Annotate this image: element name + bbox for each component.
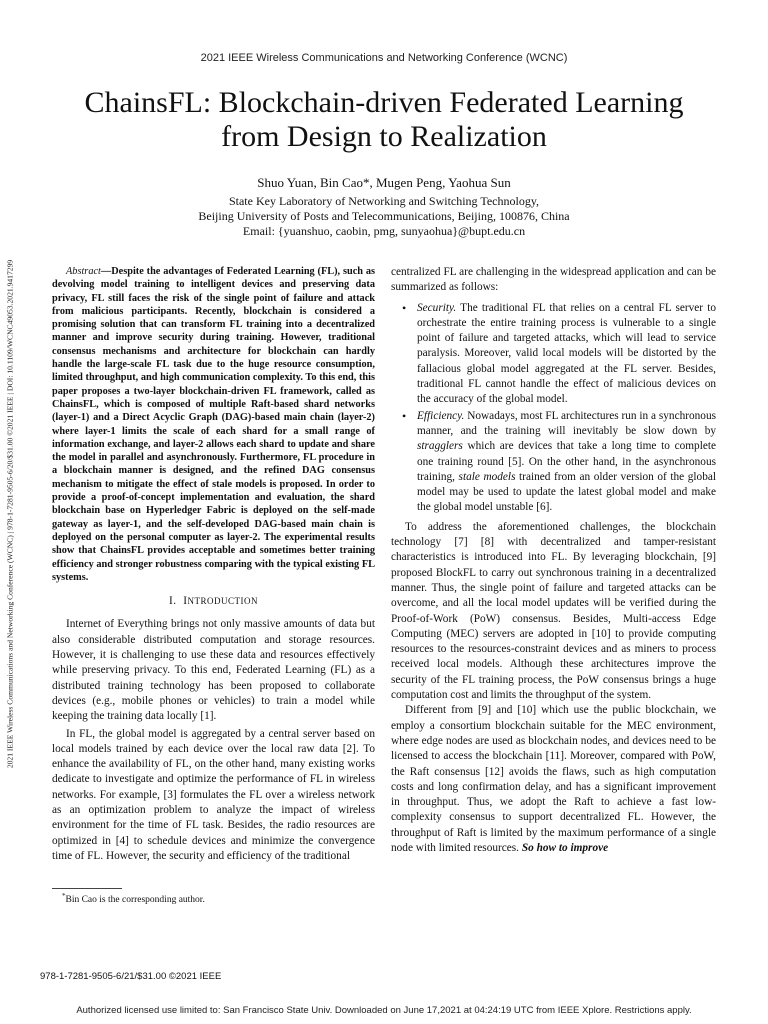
list-item-security bbox=[417, 301, 716, 408]
author-email: Email: {yuanshuo, caobin, pmg, sunyaohua}@bupt.edu.cn bbox=[242, 224, 526, 238]
right-paragraph-2-bold: So how to improve bbox=[521, 841, 609, 854]
bullet-text-efficiency-a: Nowadays, most FL architectures run in a synchronous manner, and the training will inevitably be slow down by bbox=[417, 409, 716, 437]
bullet-text-efficiency-c: trained from an older version of the global model may be used to update the latest global model and make the global model unstable [6]. bbox=[417, 470, 716, 514]
abstract: Abstract—Despite the advantages of Federated Learning (FL), such as devolving model training to intelligent devices and preserving data privacy, FL still faces the risk of the single point of failure and attack from malicious participants. Recently, blockchain is considered a promising solution that can transform FL training into a decentralized manner and improve security during training. However, traditional consensus mechanisms and architecture for blockchain can hardly handle the large-scale FL task due to the huge resource consumption, limited throughput, and high communication complexity. To this end, this paper proposes a two-layer blockchain-driven FL framework, called as ChainsFL, which is composed of multiple Raft-based shard networks (layer-1) and a Direct Acyclic Graph (DAG)-based main chain (layer-2) where layer-1 limits the scale of each shard for a small range of information exchange, and layer-2 allows each shard to update and share the model in parallel and asynchronously. Furthermore, FL procedure in a blockchain manner is designed, and the refined DAG consensus mechanism to mitigate the effect of stale models is proposed. In order to provide a proof-of-concept implementation and evaluation, the shard blockchain base on Hyperledger Fabric is deployed on the self-made gateway as layer-1, and the self-developed DAG-based main chain is deployed on the personal computer as layer-2. The experimental results show that ChainsFL provides acceptable and sometimes better training efficiency and stronger robustness comparing with the typical existing FL systems. bbox=[52, 266, 375, 583]
intro-paragraph-1: Internet of Everything brings not only massive amounts of data but also considerable distributed computation and storage resources. However, it is challenging to use these data and resources effectively while preserving privacy. To this end, Federated Learning (FL) as a distributed training technology has been proposed to collaborate devices (e.g., mobile phones or vehicles) to train a model while keeping the training data locally [1]. bbox=[52, 618, 375, 723]
section-heading-introduction bbox=[52, 594, 375, 609]
bullet-text-efficiency-b: which are devices that take a long time to complete one training round [5]. On the other hand, in the asynchronous training, bbox=[417, 440, 716, 483]
sidebar-citation-text: 2021 IEEE Wireless Communications and Networking Conference (WCNC) | 978-1-7281-9505-6/20/$31.00 ©2021 IEEE | DOI: 10.1109/WCNC49053.2021.9417299 bbox=[5, 259, 15, 769]
author-names: Shuo Yuan, Bin Cao*, Mugen Peng, Yaohua Sun bbox=[257, 175, 511, 190]
abstract-text: Despite the advantages of Federated Learning (FL), such as devolving model training to intelligent devices and preserving data privacy, FL still faces the risk of the single point of failure and attack from malicious participants. Recently, blockchain is considered a promising solution that can transform FL training into a decentralized manner and improve security during training. However, traditional consensus mechanisms and architecture for blockchain can hardly handle the large-scale FL task due to the huge resource consumption, limited throughput, and high communication complexity. To this end, this paper proposes a two-layer blockchain-driven FL framework, called as ChainsFL, which is composed of multiple Raft-based shard networks (layer-1) and a Direct Acyclic Graph (DAG)-based main chain (layer-2) where layer-1 limits the scale of each shard for a small range of information exchange, and layer-2 allows each shard to update and share the model in parallel and asynchronously. Furthermore, FL procedure in a blockchain manner is designed, and the refined DAG consensus mechanism to mitigate the effect of stale models is proposed. In order to provide a proof-of-concept implementation and evaluation, the shard blockchain base on Hyperledger Fabric is deployed on the self-made gateway as layer-1, and the self-developed DAG-based main chain is deployed on the personal computer as layer-2. The experimental results show that ChainsFL provides acceptable and sometimes better training efficiency and stronger robustness comparing with the typical existing FL systems. bbox=[52, 266, 375, 583]
footnote-mark: * bbox=[62, 892, 66, 900]
term-stragglers: stragglers bbox=[417, 440, 463, 453]
title-line-1: ChainsFL: Blockchain-driven Federated Learning bbox=[84, 86, 684, 119]
abstract-label: Abstract bbox=[66, 266, 101, 277]
affiliation-line-1: State Key Laboratory of Networking and Switching Technology, bbox=[228, 194, 540, 208]
footnote bbox=[62, 892, 205, 905]
footnote-divider bbox=[52, 888, 122, 889]
term-stale-models: stale models bbox=[458, 470, 516, 483]
right-paragraph-1: To address the aforementioned challenges, the blockchain technology [7] [8] with decentralized and tamper-resistant characteristics is introduced into FL. By leveraging blockchain, [9] proposed BlockFL to carry out synchronous training in a decentralized manner. Thus, the single point of failure and targeted attacks can be overcome, and all the local model updates will be verified during the Proof-of-Work (PoW) consensus. Besides, Multi-access Edge Computing (MEC) servers are adopted in [10] to provide computing resources to the resources-constraint devices and as miners to process received local models. Although these architectures improve the security of the FL training process, the PoW consensus brings a huge computation cost and limits the throughput of the system. bbox=[391, 520, 716, 702]
right-paragraph-2-text: Different from [9] and [10] which use the public blockchain, we employ a consortium blockchain suitable for the MEC environment, where edge nodes are used as blockchain nodes, and devices need to be licensed to access the blockchain [11]. Moreover, compared with PoW, the Raft consensus [12] avoids the flaws, such as high computation costs and long confirmation delay, and has a significant improvement in throughput. Thus, we adopt the Raft to achieve a fast low-complexity consensus to support decentralized FL. However, the throughput of Raft is limited by the maximum performance of a single node with limited resources. bbox=[391, 704, 716, 854]
left-column bbox=[52, 265, 375, 864]
bullet-term-security: Security. bbox=[417, 301, 457, 314]
intro-paragraph-2: In FL, the global model is aggregated by a central server based on local models trained by each device over the local raw data [2]. To enhance the availability of FL, on the other hand, many existing works dedicate to investigate and optimize the performance of FL in wireless networks. For example, [3] formulates the FL over a wireless network as an optimization problem to analyze the impact of wireless environment for the time of FL task. Besides, the radio resources are optimized in [4] to schedule devices and minimize the convergence time of FL. However, the security and efficiency of the traditional bbox=[52, 727, 375, 862]
section-title-initial: I bbox=[183, 595, 188, 608]
section-numeral: I. bbox=[168, 595, 177, 608]
right-paragraph-2 bbox=[391, 703, 716, 856]
conference-header: 2021 IEEE Wireless Communications and Networking Conference (WCNC) bbox=[200, 52, 568, 64]
list-item-efficiency bbox=[417, 409, 716, 516]
bullet-term-efficiency: Efficiency. bbox=[417, 409, 465, 422]
sidebar-citation bbox=[2, 184, 18, 844]
section-title-rest: NTRODUCTION bbox=[187, 596, 258, 607]
right-paragraph-0: centralized FL are challenging in the widespread application and can be summarized as follows: bbox=[391, 266, 716, 294]
paper-title bbox=[40, 86, 728, 154]
bullet-text-security: The traditional FL that relies on a central FL server to orchestrate the entire training process is vulnerable to a single point of failure and targeted attacks, which will lead to service paralysis. Moreover, valid local models will be distorted by the fallacious global model aggregated at the FL server. Besides, traditional FL cannot handle the effect of malicious devices on the accuracy of the global model. bbox=[417, 301, 716, 406]
right-column bbox=[391, 265, 716, 856]
license-notice: Authorized licensed use limited to: San Francisco State Univ. Downloaded on June 17,2021 at 04:24:19 UTC from IEEE Xplore. Restrictions apply. bbox=[76, 1005, 692, 1016]
title-line-2: from Design to Realization bbox=[221, 120, 547, 153]
challenge-list bbox=[391, 301, 716, 516]
affiliation-line-2: Beijing University of Posts and Telecommunications, Beijing, 100876, China bbox=[198, 209, 570, 223]
copyright-line: 978-1-7281-9505-6/21/$31.00 ©2021 IEEE bbox=[40, 971, 222, 982]
footnote-text: Bin Cao is the corresponding author. bbox=[65, 895, 205, 906]
